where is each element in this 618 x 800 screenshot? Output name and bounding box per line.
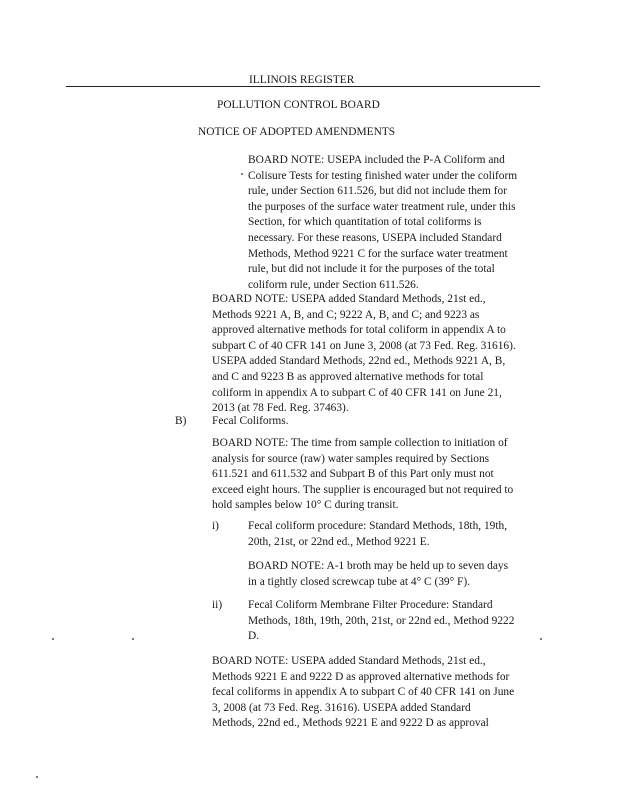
note-line: Methods, Method 9221 C for the surface water treatment: [248, 247, 508, 260]
board-note-4: [248, 559, 508, 590]
note-line: BOARD NOTE: USEPA added Standard Methods, 21st ed.,: [212, 655, 486, 667]
note-line: USEPA added Standard Methods, 22nd ed., Methods 9221 A, B,: [212, 355, 506, 368]
note-line: coliform rule, under Section 611.526.: [248, 278, 419, 291]
item-line: 20th, 21st, or 22nd ed., Method 9221 E.: [248, 535, 430, 548]
note-line: rule, under Section 611.526, but did not include them for: [248, 185, 507, 198]
note-line: 2013 (at 78 Fed. Reg. 37463).: [212, 402, 349, 415]
note-line: Section, for which quantitation of total coliforms is: [248, 216, 482, 229]
note-line: Methods 9221 A, B, and C; 9222 A, B, and C; and 9223 as: [212, 308, 480, 321]
note-line: necessary. For these reasons, USEPA included Standard: [248, 231, 502, 244]
note-line: BOARD NOTE: The time from sample collection to initiation of: [212, 437, 508, 449]
note-line: 3, 2008 (at 73 Fed. Reg. 31616). USEPA added Standard: [212, 701, 471, 714]
section-title: Fecal Coliforms.: [212, 415, 289, 427]
note-line: exceed eight hours. The supplier is encouraged but not required to: [212, 483, 514, 496]
scan-speck: [241, 173, 243, 175]
note-line: in a tightly closed screwcap tube at 4° C (39° F).: [248, 575, 471, 588]
note-line: approved alternative methods for total coliform in appendix A to: [212, 324, 506, 337]
note-line: Methods, 22nd ed., Methods 9221 E and 9222 D as approval: [212, 717, 489, 730]
header-rule: [66, 86, 540, 87]
scan-speck: [540, 638, 542, 640]
note-line: 611.521 and 611.532 and Subpart B of this Part only must not: [212, 468, 494, 481]
board-note-2: [212, 292, 516, 417]
note-line: BOARD NOTE: USEPA included the P-A Coliform and: [248, 154, 505, 166]
note-line: coliform in appendix A to subpart C of 40 CFR 141 on June 21,: [212, 386, 502, 399]
scan-speck: [52, 638, 54, 640]
note-line: Colisure Tests for testing finished water under the coliform: [248, 169, 518, 182]
note-line: BOARD NOTE: USEPA added Standard Methods, 21st ed.,: [212, 293, 486, 305]
note-line: rule, but did not include it for the purposes of the total: [248, 263, 495, 276]
board-name: POLLUTION CONTROL BOARD: [217, 99, 380, 111]
note-line: the purposes of the surface water treatment rule, under this: [248, 200, 516, 213]
item-label: ii): [212, 599, 223, 611]
item-line: Fecal Coliform Membrane Filter Procedure: Standard: [248, 599, 493, 611]
board-note-1: [248, 153, 517, 293]
note-line: hold samples below 10° C during transit.: [212, 499, 399, 512]
item-line: D.: [248, 630, 260, 643]
item-ii-text: [248, 598, 514, 645]
section-label: B): [175, 415, 187, 427]
scan-speck: [132, 638, 134, 640]
note-line: Methods 9221 E and 9222 D as approved alternative methods for: [212, 670, 510, 683]
item-line: Methods, 18th, 19th, 20th, 21st, or 22nd ed., Method 9222: [248, 614, 515, 627]
note-line: subpart C of 40 CFR 141 on June 3, 2008 (at 73 Fed. Reg. 31616).: [212, 339, 516, 352]
register-title: ILLINOIS REGISTER: [249, 74, 355, 86]
note-line: BOARD NOTE: A-1 broth may be held up to seven days: [248, 560, 509, 572]
scan-speck: [36, 776, 38, 778]
note-line: analysis for source (raw) water samples required by Sections: [212, 452, 490, 465]
item-line: Fecal coliform procedure: Standard Methods, 18th, 19th,: [248, 520, 508, 532]
note-line: and C and 9223 B as approved alternative methods for total: [212, 370, 484, 383]
note-line: fecal coliforms in appendix A to subpart C of 40 CFR 141 on June: [212, 686, 515, 699]
board-note-3: [212, 436, 513, 514]
item-i-text: [248, 519, 507, 550]
item-label: i): [212, 520, 219, 532]
board-note-5: [212, 654, 514, 732]
notice-title: NOTICE OF ADOPTED AMENDMENTS: [198, 126, 396, 138]
